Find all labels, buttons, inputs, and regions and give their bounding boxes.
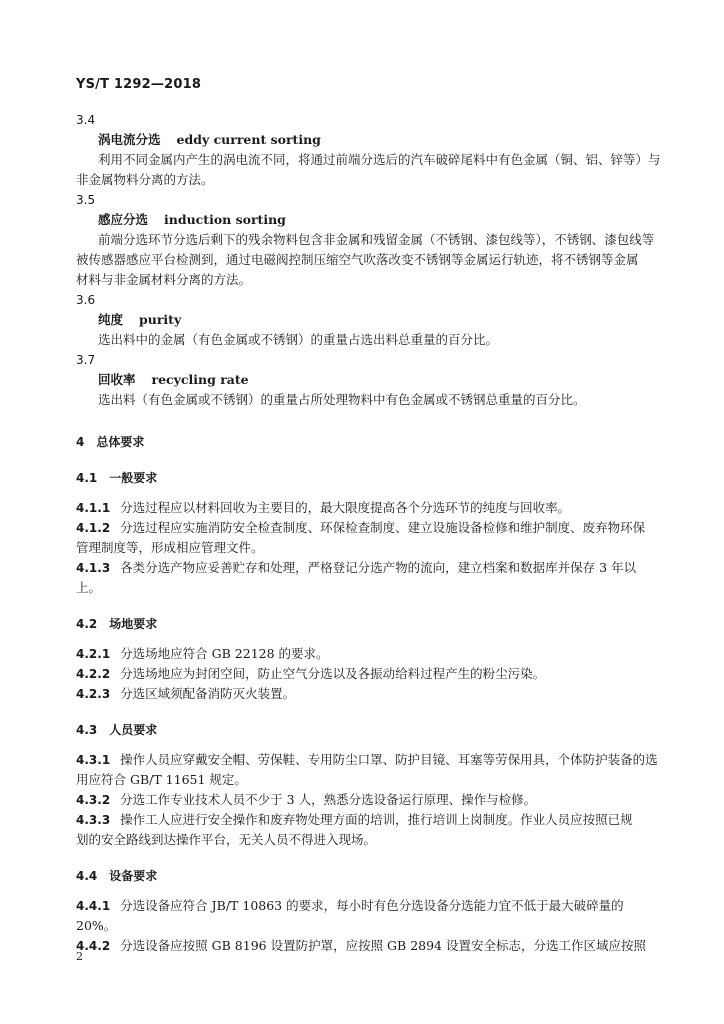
section-heading: [76, 866, 650, 886]
clause-item: [76, 936, 650, 956]
term-definition: 选出料中的金属（有色金属或不锈钢）的重量占选出料总重量的百分比。: [98, 332, 499, 347]
term-definition: 被传感器感应平台检测到，通过电磁阀控制压缩空气吹落改变不锈钢等金属运行轨迹，将不锈钢等金属: [76, 252, 639, 267]
term-en: eddy current sorting: [176, 132, 321, 147]
term-block: [76, 110, 661, 190]
page-number: 2: [76, 950, 83, 963]
chapter-title: 总体要求: [96, 435, 145, 449]
clause-text: 分选场地应为封闭空间，防止空气分选以及各振动给料过程产生的粉尘污染。: [120, 666, 546, 681]
section-heading: [76, 720, 650, 740]
clause-item: [76, 644, 650, 664]
term-definition: 前端分选环节分选后剩下的残余物料包含非金属和残留金属（不锈钢、漆包线等），不锈钢、漆包线等: [98, 232, 655, 247]
clause-item: [76, 896, 650, 916]
term-en: purity: [139, 312, 182, 327]
clause-text: 分选过程应实施消防安全检查制度、环保检查制度、建立设施设备检修和维护制度、废弃物环保: [120, 520, 646, 535]
clause-text: 分选场地应符合 GB 22128 的要求。: [120, 646, 329, 661]
term-zh: 感应分选: [98, 212, 149, 227]
clause-text-cont: 20%。: [76, 918, 117, 933]
section-number: 4.1: [76, 471, 98, 485]
clause-text-cont: 上。: [76, 580, 102, 595]
clause-text: 操作工人应进行安全操作和废弃物处理方面的培训，推行培训上岗制度。作业人员应按照已规: [120, 812, 633, 827]
term-definition: 选出料（有色金属或不锈钢）的重量占所处理物料中有色金属或不锈钢总重量的百分比。: [98, 392, 586, 407]
term-definition: 材料与非金属材料分离的方法。: [76, 272, 252, 287]
clause-item: [76, 558, 650, 578]
clause-number: 4.1.2: [76, 521, 111, 535]
term-title: [76, 310, 650, 330]
clause-text: 分选过程应以材料回收为主要目的，最大限度提高各个分选环节的纯度与回收率。: [120, 500, 571, 515]
clause-item: [76, 790, 650, 810]
term-block: [76, 190, 655, 290]
clause-text-cont: 划的安全路线到达操作平台，无关人员不得进入现场。: [76, 832, 377, 847]
clause-text: 操作人员应穿戴安全帽、劳保鞋、专用防尘口罩、防护目镜、耳塞等劳保用具，个体防护装备的选: [120, 752, 658, 767]
clause-number: 4.4.2: [76, 939, 111, 953]
term-zh: 回收率: [98, 372, 136, 387]
term-title: [76, 370, 650, 390]
term-en: induction sorting: [164, 212, 286, 227]
section-number: 4.3: [76, 723, 98, 737]
clause-text: 分选区域须配备消防灭火装置。: [120, 686, 296, 701]
clause-text: 分选设备应按照 GB 8196 设置防护罩，应按照 GB 2894 设置安全标志，分选工作区域应按照: [120, 938, 646, 953]
section-title: 场地要求: [109, 617, 158, 631]
clause-number: 4.1.3: [76, 561, 111, 575]
term-number: 3.6: [76, 293, 96, 307]
section-number: 4.4: [76, 869, 98, 883]
term-number: 3.5: [76, 193, 96, 207]
clause-text: 各类分选产物应妥善贮存和处理，严格登记分选产物的流向，建立档案和数据库并保存 3 年以: [120, 560, 637, 575]
clause-number: 4.3.2: [76, 793, 111, 807]
section-heading: [76, 468, 650, 488]
term-title: [76, 130, 650, 150]
term-title: [76, 210, 650, 230]
term-en: recycling rate: [151, 372, 249, 387]
term-block: [76, 290, 650, 350]
clause-number: 4.2.3: [76, 687, 111, 701]
term-number: 3.4: [76, 113, 96, 127]
clause-item: [76, 498, 650, 518]
clause-number: 4.3.3: [76, 813, 111, 827]
standard-code: YS/T 1292—2018: [76, 77, 202, 92]
clause-number: 4.3.1: [76, 753, 111, 767]
clause-number: 4.2.2: [76, 667, 111, 681]
section-heading: [76, 614, 650, 634]
term-number: 3.7: [76, 353, 96, 367]
clause-text: 分选工作专业技术人员不少于 3 人，熟悉分选设备运行原理、操作与检修。: [120, 792, 537, 807]
section-title: 设备要求: [109, 869, 158, 883]
clause-item: [76, 750, 658, 770]
term-definition: 利用不同金属内产生的涡电流不同，将通过前端分选后的汽车破碎尾料中有色金属（铜、铝、锌等）与: [98, 152, 661, 167]
term-definition: 非金属物料分离的方法。: [76, 172, 214, 187]
clause-item: [76, 810, 650, 830]
clause-text: 分选设备应符合 JB/T 10863 的要求，每小时有色分选设备分选能力宜不低于最大破碎量的: [120, 898, 624, 913]
clause-number: 4.1.1: [76, 501, 111, 515]
clause-item: [76, 664, 650, 684]
clause-number: 4.2.1: [76, 647, 111, 661]
clause-text-cont: 管理制度等，形成相应管理文件。: [76, 540, 264, 555]
chapter-heading: [76, 432, 650, 452]
clause-number: 4.4.1: [76, 899, 111, 913]
section-title: 人员要求: [109, 723, 158, 737]
section-title: 一般要求: [109, 471, 158, 485]
clause-item: [76, 684, 650, 704]
clause-text-cont: 用应符合 GB/T 11651 规定。: [76, 772, 247, 787]
section-number: 4.2: [76, 617, 98, 631]
term-zh: 纯度: [98, 312, 124, 327]
document-body: [76, 110, 661, 956]
chapter-number: 4: [76, 435, 85, 449]
term-block: [76, 350, 650, 410]
term-zh: 涡电流分选: [98, 132, 161, 147]
clause-item: [76, 518, 650, 538]
